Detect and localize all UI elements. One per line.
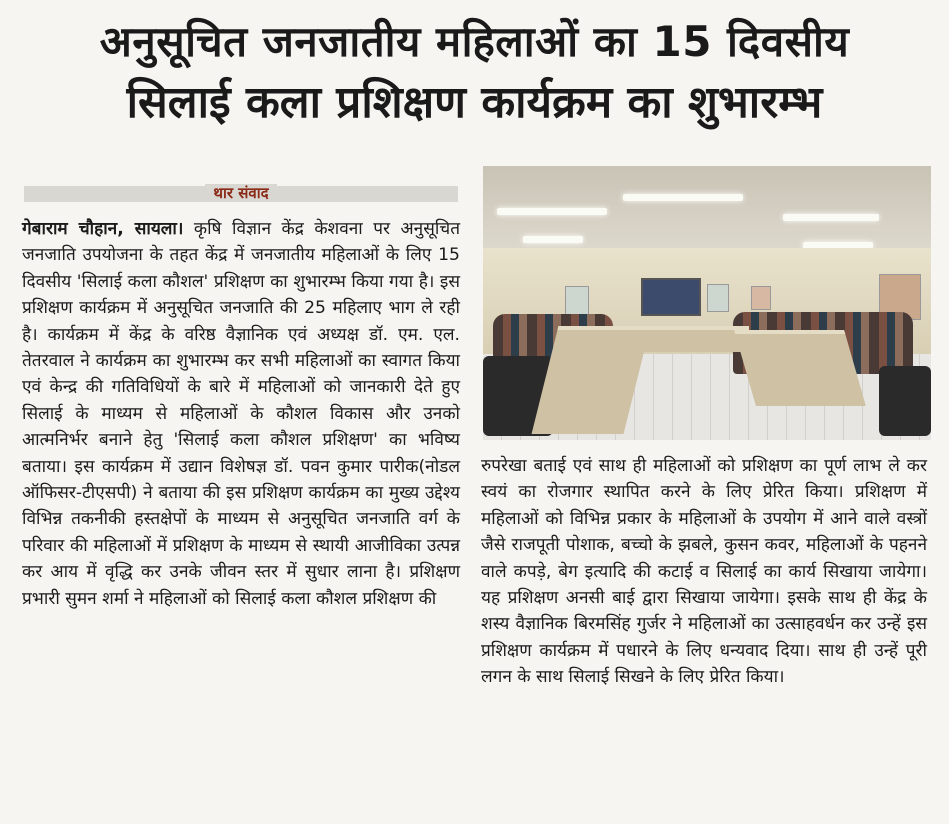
ceiling-light — [623, 194, 743, 201]
ceiling-light — [523, 236, 583, 243]
wall-poster — [707, 284, 729, 312]
article-text-right: रुपरेखा बताई एवं साथ ही महिलाओं को प्रशिक्षण का पूर्ण लाभ ले कर स्वयं का रोजगार स्थापित करने के लिए प्रेरित किया। प्रशिक्षण में महिलाओं को विभिन्न प्रकार के महिलाओं के उपयोग में आने वाले वस्त्रों जैसे राजपूती पोशाक, बच्चो के झबले, कुसन कवर, महिलाओं के पहनने वाले कपड़े, बेग इत्यादि की कटाई व सिलाई का कार्य सिखाया जायेगा। यह प्रशिक्षण अनसी बाई द्वारा सिखाया जायेगा। इसके साथ ही केंद्र के शस्य वैज्ञानिक बिरमसिंह गुर्जर ने महिलाओं का उत्साहवर्धन कर उन्हें इस प्रशिक्षण कार्यक्रम में पधारने के लिए धन्यवाद दिया। साथ ही उन्हें पूरी लगन के साथ सिलाई सिखने के लिए प्रेरित किया। — [481, 456, 927, 688]
table-right — [734, 330, 866, 406]
wall-poster — [565, 286, 589, 316]
article-text-left: कृषि विज्ञान केंद्र केशवना पर अनुसूचित जनजाति उपयोजना के तहत केंद्र में जनजातीय महिलाओं के लिए 15 दिवसीय 'सिलाई कला कौशल' प्रशिक्षण का शुभारम्भ किया गया है। इस प्रशिक्षण कार्यक्रम में अनुसूचित जनजाति की 25 महिलाए भाग ले रही है। कार्यक्रम में केंद्र के वरिष्ठ वैज्ञानिक एवं अध्यक्ष डॉ. एम. एल. तेतरवाल ने कार्यक्रम का शुभारम्भ कर सभी महिलाओं का स्वागत किया एवं केन्द्र की गतिविधियों के बारे में महिलाओं को जानकारी देते हुए सिलाई के माध्यम से महिलाओं के कौशल विकास और उनको आत्मनिर्भर बनाने हेतु 'सिलाई कला कौशल प्रशिक्षण' का भविष्य बताया। इस कार्यक्रम में उद्यान विशेषज्ञ डॉ. पवन कुमार पारीक(नोडल ऑफिसर-टीएसपी) ने बताया की इस प्रशिक्षण कार्यक्रम का मुख्य उद्देश्य विभिन्न तकनीकी हस्तक्षेपों के माध्यम से अनुसूचित जनजाति वर्ग के परिवार की महिलाओं में प्रशिक्षण के माध्यम से स्थायी आजीविका उत्पन्न कर आय में वृद्धि कर उनके जीवन स्तर में सुधार लाना है। प्रशिक्षण प्रभारी सुमन शर्मा ने महिलाओं को सिलाई कला कौशल प्रशिक्षण की — [22, 219, 460, 609]
article-column-left — [22, 216, 460, 612]
article-column-right — [481, 453, 927, 691]
ceiling-light — [783, 214, 879, 221]
chairs-right — [879, 366, 931, 436]
ceiling-light — [497, 208, 607, 215]
article-lead: गेबाराम चौहान, सायला। — [22, 219, 184, 239]
projector-screen — [641, 278, 701, 316]
headline-line-2: सिलाई कला प्रशिक्षण कार्यक्रम का शुभारम्भ — [126, 77, 823, 128]
headline — [0, 14, 949, 132]
article-photo — [483, 166, 931, 440]
wall-poster — [751, 286, 771, 310]
source-label: थार संवाद — [205, 184, 276, 202]
source-bar — [24, 186, 458, 202]
headline-line-1: अनुसूचित जनजातीय महिलाओं का 15 दिवसीय — [99, 17, 850, 66]
table-center — [631, 326, 749, 352]
